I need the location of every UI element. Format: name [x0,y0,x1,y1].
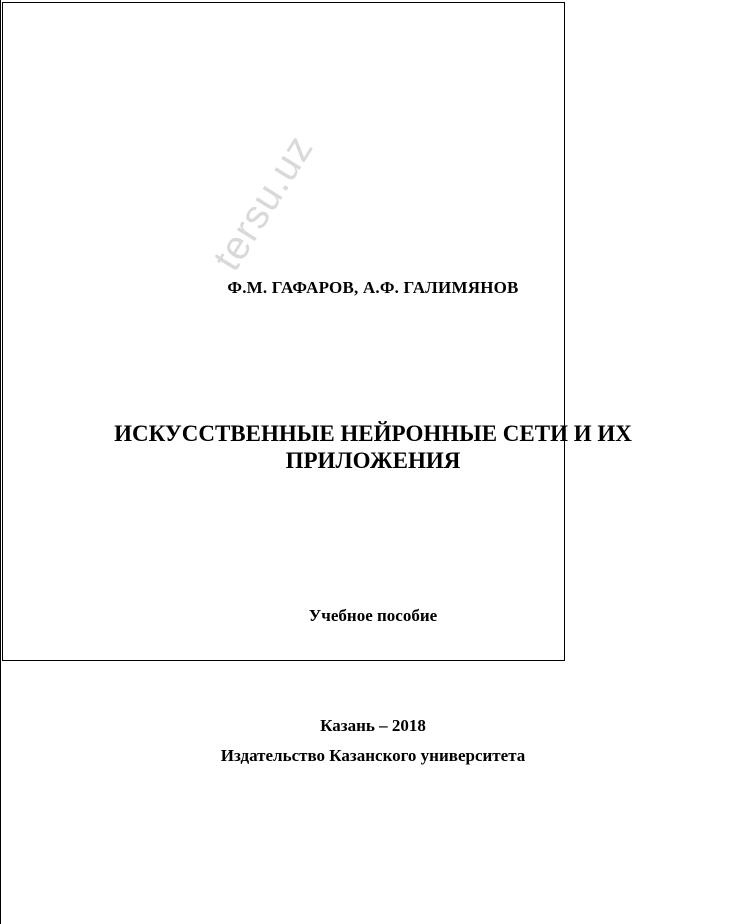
publisher: Издательство Казанского университета [220,746,526,765]
book-title-line-1: ИСКУССТВЕННЫЕ НЕЙРОННЫЕ СЕТИ И ИХ [114,421,632,446]
authors: Ф.М. ГАФАРОВ, А.Ф. ГАЛИМЯНОВ [227,278,519,297]
book-title [0,420,746,474]
city-year: Казань – 2018 [320,716,426,735]
watermark: tersu.uz [205,127,322,279]
book-subtitle: Учебное пособие [308,606,438,625]
cover-frame [2,2,565,661]
book-title-line-2: ПРИЛОЖЕНИЯ [285,448,461,473]
